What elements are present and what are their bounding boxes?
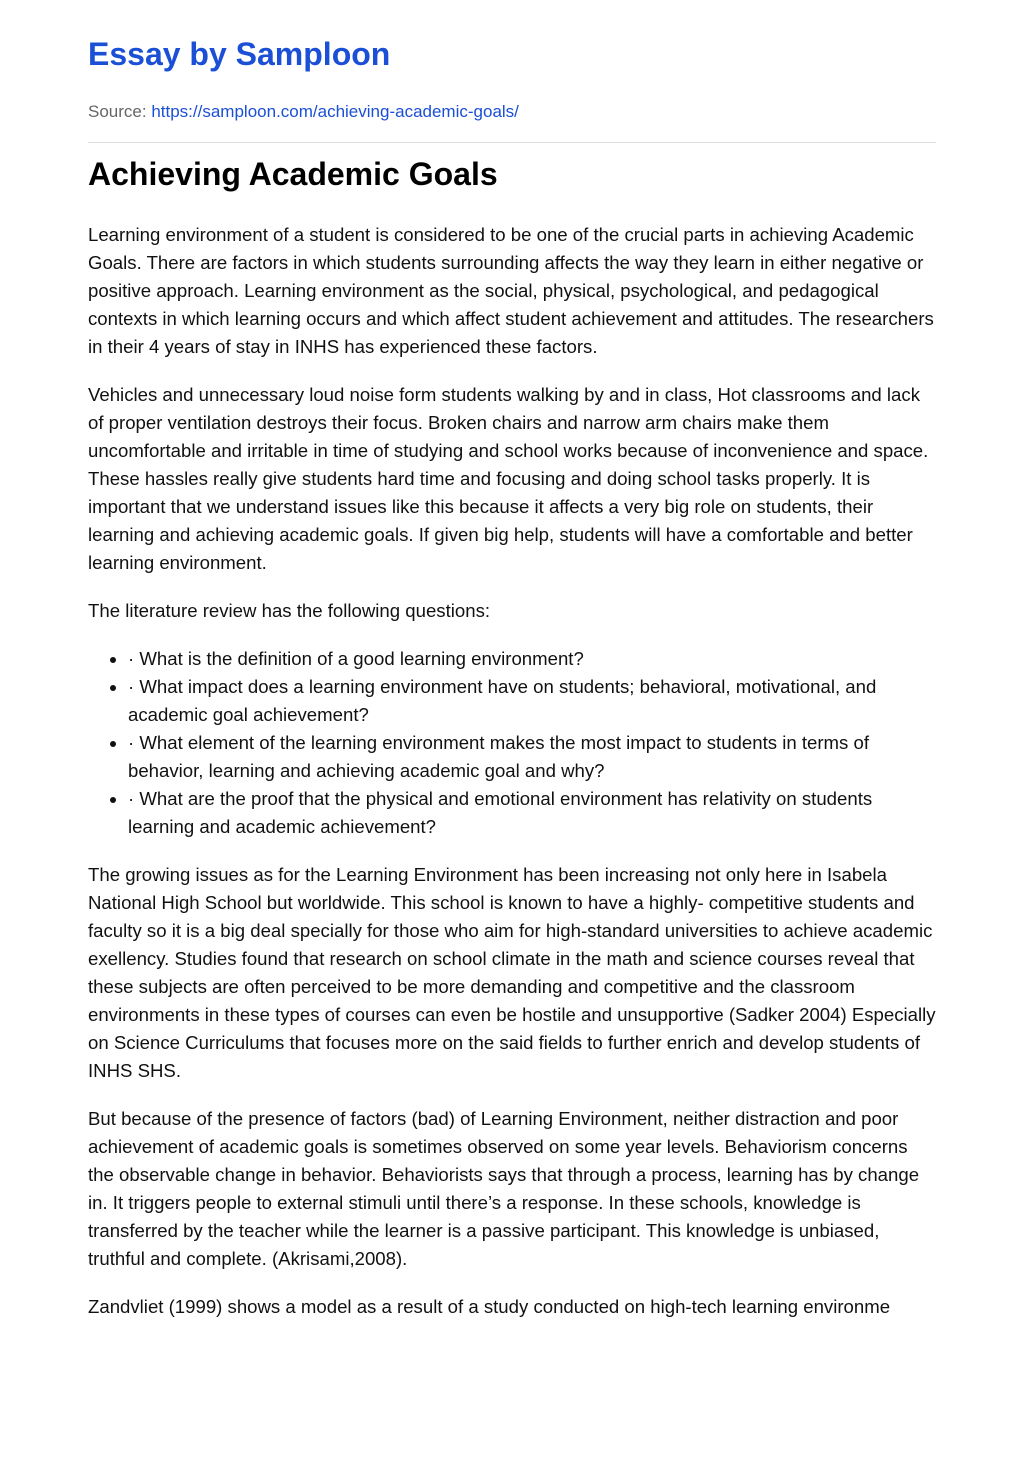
source-link[interactable]: https://samploon.com/achieving-academic-goals/	[151, 102, 519, 121]
paragraph: Vehicles and unnecessary loud noise form students walking by and in class, Hot classrooms and lack of proper ventilation destroys their focus. Broken chairs and narrow arm chairs make them uncomfortable and irritable in time of studying and school works because of inconvenience and space. These hassles really give students hard time and focusing and doing school tasks properly. It is important that we understand issues like this because it affects a very big role on students, their learning and achieving academic goals. If given big help, students will have a comfortable and better learning environment.	[88, 384, 929, 573]
divider	[88, 142, 936, 143]
article-title: Achieving Academic Goals	[88, 156, 498, 192]
paragraph: But because of the presence of factors (bad) of Learning Environment, neither distraction and poor achievement of academic goals is sometimes observed on some year levels. Behaviorism concerns the observable change in behavior. Behaviorists says that through a process, learning has by change in. It triggers people to external stimuli until there’s a response. In these schools, knowledge is transferred by the teacher while the learner is a passive participant. This knowledge is unbiased, truthful and complete. (Akrisami,2008).	[88, 1108, 920, 1269]
source-label: Source:	[88, 102, 147, 121]
list-item: • · What is the definition of a good learning environment?	[128, 645, 936, 673]
article-body	[88, 221, 936, 1341]
paragraph: Zandvliet (1999) shows a model as a result of a study conducted on high-tech learning environme	[88, 1296, 891, 1317]
paragraph: Learning environment of a student is considered to be one of the crucial parts in achieving Academic Goals. There are factors in which students surrounding affects the way they learn in either negative or positive approach. Learning environment as the social, physical, psychological, and pedagogical contexts in which learning occurs and which affect student achievement and attitudes. The researchers in their 4 years of stay in INHS has experienced these factors.	[88, 224, 934, 357]
paragraph: The literature review has the following questions:	[88, 600, 491, 621]
list-item: • · What impact does a learning environment have on students; behavioral, motivational, and academic goal achievement?	[128, 673, 936, 729]
questions-list	[88, 645, 936, 841]
paragraph: The growing issues as for the Learning Environment has been increasing not only here in Isabela National High School but worldwide. This school is known to have a highly- competitive students and faculty so it is a big deal specially for those who aim for high-standard universities to achieve academic exellency. Studies found that research on school climate in the math and science courses reveal that these subjects are often perceived to be more demanding and competitive and the classroom environments in these types of courses can even be hostile and unsupportive (Sadker 2004) Especially on Science Curriculums that focuses more on the said fields to further enrich and develop students of INHS SHS.	[88, 864, 936, 1081]
source-line	[88, 102, 519, 122]
list-item: • · What are the proof that the physical and emotional environment has relativity on students learning and academic achievement?	[128, 785, 936, 841]
brand-title: Essay by Samploon	[88, 36, 391, 72]
list-item: • · What element of the learning environment makes the most impact to students in terms of behavior, learning and achieving academic goal and why?	[128, 729, 936, 785]
